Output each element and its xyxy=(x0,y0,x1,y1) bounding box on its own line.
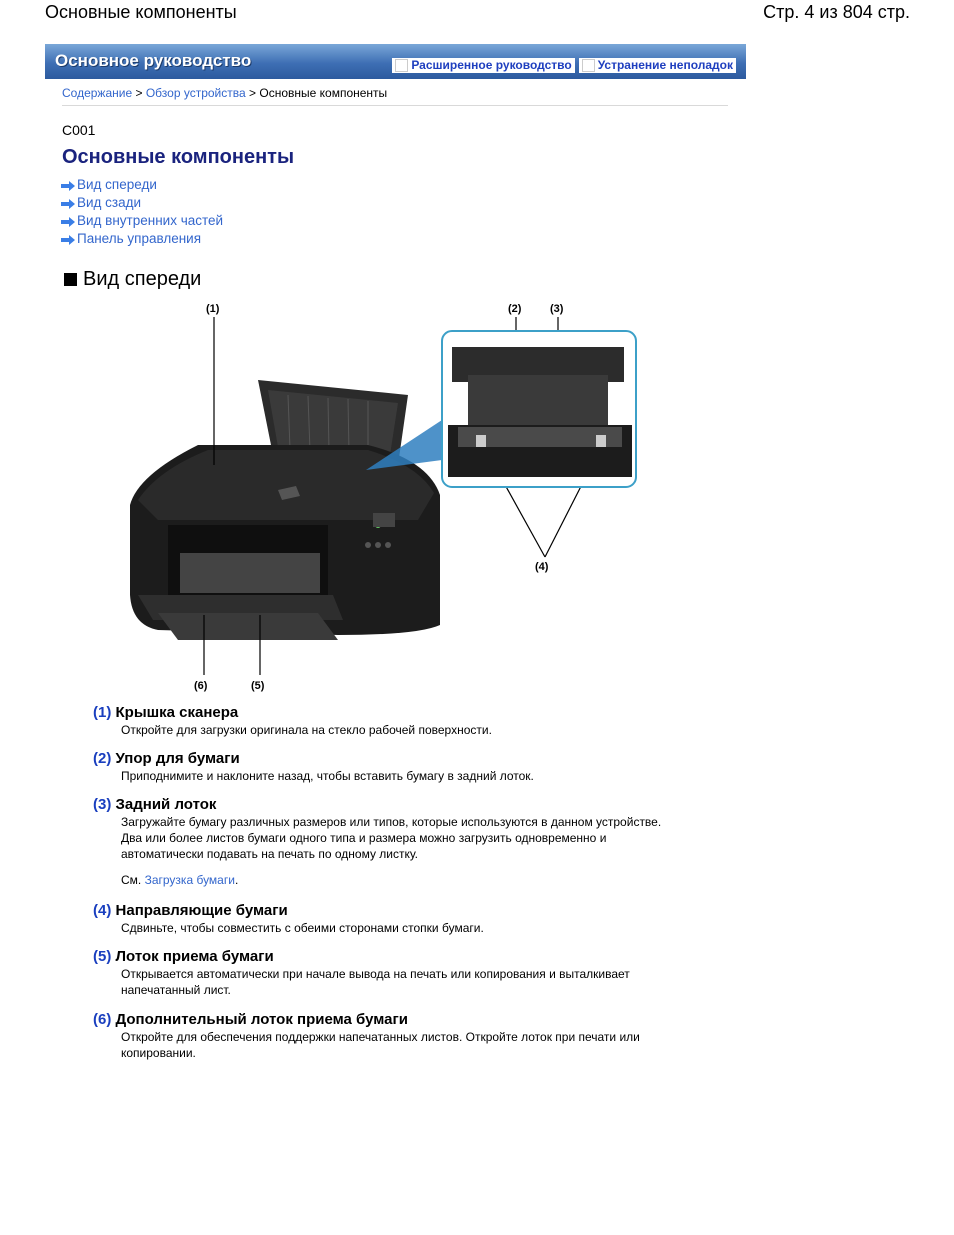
toc-list xyxy=(60,175,223,247)
page-counter: Стр. 4 из 804 стр. xyxy=(763,2,910,22)
item-title: Дополнительный лоток приема бумаги xyxy=(115,1011,408,1028)
toc-item[interactable] xyxy=(60,193,223,211)
manual-banner xyxy=(45,44,746,79)
item-title: Лоток приема бумаги xyxy=(115,948,274,965)
item-title: Направляющие бумаги xyxy=(115,902,288,919)
item-number: (2) xyxy=(93,750,112,767)
breadcrumb-overview-link[interactable]: Обзор устройства xyxy=(145,86,246,100)
tab-box-icon xyxy=(395,59,408,72)
item-description xyxy=(121,920,484,936)
banner-title: Основное руководство xyxy=(55,51,252,70)
see-prefix: См. xyxy=(121,873,142,887)
callout-5: (5) xyxy=(251,680,265,692)
see-also xyxy=(121,872,661,888)
banner-tabs xyxy=(392,58,736,73)
breadcrumb xyxy=(62,86,728,106)
component-item-6 xyxy=(93,1011,640,1061)
toc-link-front[interactable]: Вид спереди xyxy=(77,176,157,192)
desc-line: копировании. xyxy=(121,1046,196,1060)
printer-illustration xyxy=(118,295,648,695)
breadcrumb-separator: > xyxy=(249,86,257,100)
callout-3: (3) xyxy=(550,303,564,315)
component-item-3 xyxy=(93,796,661,888)
callout-2: (2) xyxy=(508,303,522,315)
desc-line: Сдвиньте, чтобы совместить с обеими сторонами стопки бумаги. xyxy=(121,921,484,935)
desc-line: Открывается автоматически при начале вывода на печать или копирования и выталкивает xyxy=(121,967,630,981)
item-title: Задний лоток xyxy=(115,796,217,813)
toc-link-rear[interactable]: Вид сзади xyxy=(77,194,142,210)
callout-6: (6) xyxy=(194,680,208,692)
arrow-right-icon xyxy=(60,198,76,210)
tab-advanced-guide-label: Расширенное руководство xyxy=(411,58,572,72)
breadcrumb-separator: > xyxy=(135,86,143,100)
page-title: Основные компоненты xyxy=(62,146,295,168)
component-item-2 xyxy=(93,750,534,784)
item-number: (4) xyxy=(93,902,112,919)
desc-line: Приподнимите и наклоните назад, чтобы вставить бумагу в задний лоток. xyxy=(121,769,534,783)
desc-line: Откройте для загрузки оригинала на стекло рабочей поверхности. xyxy=(121,723,492,737)
toc-item[interactable] xyxy=(60,211,223,229)
printer-body xyxy=(130,445,440,640)
doc-code: C001 xyxy=(62,122,96,138)
item-number: (3) xyxy=(93,796,112,813)
toc-link-panel[interactable]: Панель управления xyxy=(77,230,202,246)
section-heading xyxy=(64,268,201,291)
breadcrumb-current: Основные компоненты xyxy=(259,86,388,100)
arrow-right-icon xyxy=(60,180,76,192)
section-title: Вид спереди xyxy=(83,268,202,290)
breadcrumb-contents-link[interactable]: Содержание xyxy=(62,86,133,100)
toc-item[interactable] xyxy=(60,175,223,193)
item-number: (5) xyxy=(93,948,112,965)
callout-4: (4) xyxy=(535,561,549,573)
item-description xyxy=(121,722,492,738)
desc-line: Откройте для обеспечения поддержки напечатанных листов. Откройте лоток при печати или xyxy=(121,1030,640,1044)
see-link-loading-paper[interactable]: Загрузка бумаги xyxy=(144,873,235,887)
component-item-1 xyxy=(93,704,492,738)
desc-line: Загружайте бумагу различных размеров или типов, которые используются в данном устройстве. xyxy=(121,815,662,829)
desc-line: автоматически подавать на печать по одному листку. xyxy=(121,847,419,861)
toc-item[interactable] xyxy=(60,229,223,247)
square-bullet-icon xyxy=(64,273,77,286)
item-description xyxy=(121,966,630,998)
item-title: Крышка сканера xyxy=(115,704,239,721)
callout-1: (1) xyxy=(206,303,220,315)
see-suffix: . xyxy=(234,873,239,887)
arrow-right-icon xyxy=(60,234,76,246)
component-item-4 xyxy=(93,902,484,936)
page-header-title: Основные компоненты xyxy=(45,2,237,22)
zoom-inset xyxy=(366,331,636,487)
item-title: Упор для бумаги xyxy=(115,750,240,767)
tab-troubleshooting[interactable] xyxy=(579,58,736,73)
item-description xyxy=(121,814,661,888)
desc-line: Два или более листов бумаги одного типа и размера можно загрузить одновременно и xyxy=(121,831,607,845)
item-number: (6) xyxy=(93,1011,112,1028)
tab-advanced-guide[interactable] xyxy=(392,58,574,73)
component-item-5 xyxy=(93,948,630,998)
tab-troubleshooting-label: Устранение неполадок xyxy=(597,58,733,72)
item-number: (1) xyxy=(93,704,112,721)
desc-line: напечатанный лист. xyxy=(121,983,231,997)
tab-box-icon xyxy=(582,59,595,72)
item-description xyxy=(121,1029,640,1061)
arrow-right-icon xyxy=(60,216,76,228)
item-description xyxy=(121,768,534,784)
toc-link-inside[interactable]: Вид внутренних частей xyxy=(77,212,224,228)
